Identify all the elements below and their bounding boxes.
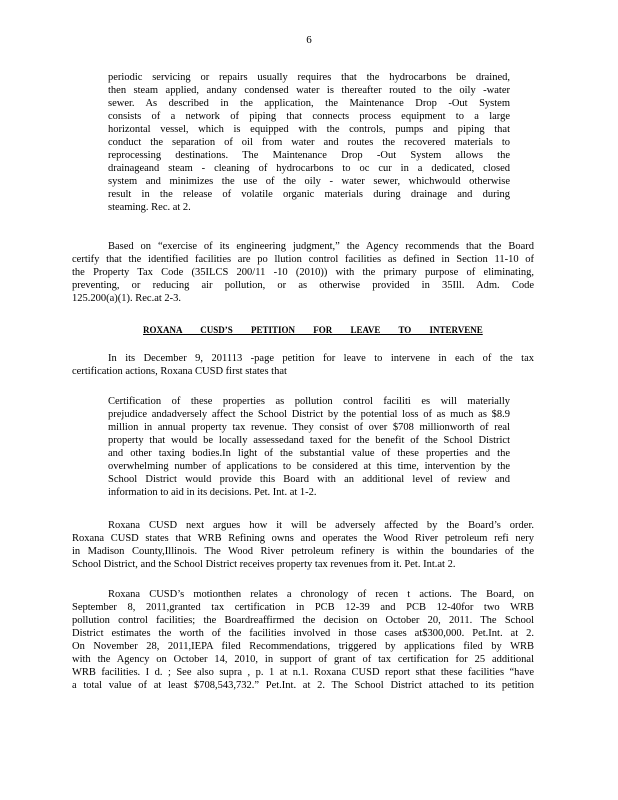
quote-line: overwhelming number of applications to be considered at this time, intervention by the xyxy=(108,461,510,472)
paragraph-line: pollution control facilities; the Boardreaffirmed the decision on October 20, 2011. The School xyxy=(72,615,534,626)
quote-line: School District would provide this Board with an additional level of review and xyxy=(108,474,510,485)
paragraph-line: 125.200(a)(1). Rec.at 2-3. xyxy=(72,293,182,304)
quote-line: system and minimizes the use of the oily - water sewer, whichwould otherwise xyxy=(108,176,510,187)
quote-line: consists of a network of piping that connects process equipment to a large xyxy=(108,111,510,122)
quote-line: result in the release of volatile organic materials during drainage and during xyxy=(108,189,510,200)
section-heading: ROXANA CUSD’S PETITION FOR LEAVE TO INTERVENE xyxy=(143,325,483,335)
quote-line: sewer. As described in the application, the Maintenance Drop -Out System xyxy=(108,98,510,109)
paragraph-line: School District, and the School District receives property tax revenues from it. Pet. Int.at 2. xyxy=(72,559,456,570)
quote-line: information to aid in its decisions. Pet. Int. at 1-2. xyxy=(108,487,317,498)
paragraph-line: the Property Tax Code (35ILCS 200/11 -10 (2010)) with the primary purpose of eliminating, xyxy=(72,267,534,278)
paragraph-line: WRB facilities. I d. ; See also supra , p. 1 at n.1. Roxana CUSD report sthat these facilities “have xyxy=(72,667,534,678)
page-number: 6 xyxy=(306,34,312,46)
paragraph-line: Based on “exercise of its engineering judgment,” the Agency recommends that the Board xyxy=(108,241,534,252)
paragraph-line: preventing, or reducing air pollution, or as otherwise provided in 35Ill. Adm. Code xyxy=(72,280,534,291)
quote-line: periodic servicing or repairs usually requires that the hydrocarbons be drained, xyxy=(108,72,510,83)
quote-line: steaming. Rec. at 2. xyxy=(108,202,191,213)
quote-line: reprocessing destinations. The Maintenance Drop -Out System allows the xyxy=(108,150,510,161)
quote-line: horizontal vessel, which is equipped with the controls, pumps and piping that xyxy=(108,124,510,135)
quote-line: drainageand steam - cleaning of hydrocarbons to oc cur in a dedicated, closed xyxy=(108,163,510,174)
quote-line: conduct the separation of oil from water and routes the recovered materials to xyxy=(108,137,510,148)
quote-block-maintenance xyxy=(108,71,510,214)
paragraph-petition xyxy=(72,352,534,378)
paragraph-line: certification actions, Roxana CUSD first states that xyxy=(72,366,287,377)
quote-line: and other taxing bodies.In light of the substantial value of these properties and the xyxy=(108,448,510,459)
quote-line: property that would be locally assessedand taxed for the benefit of the School District xyxy=(108,435,510,446)
paragraph-chronology xyxy=(72,588,534,692)
paragraph-line: On November 28, 2011,IEPA filed Recommendations, triggered by applications filed by WRB xyxy=(72,641,534,652)
paragraph-line: Roxana CUSD states that WRB Refining owns and operates the Wood River petroleum refi nery xyxy=(72,533,534,544)
paragraph-line: September 8, 2011,granted tax certification in PCB 12-39 and PCB 12-40for two WRB xyxy=(72,602,534,613)
paragraph-line: In its December 9, 201113 -page petition for leave to intervene in each of the tax xyxy=(108,353,534,364)
quote-line: prejudice andadversely affect the School District by the potential loss of as much as $8.9 xyxy=(108,409,510,420)
paragraph-line: Roxana CUSD’s motionthen relates a chronology of recen t actions. The Board, on xyxy=(108,589,534,600)
paragraph-agency-recommendation xyxy=(72,240,534,305)
paragraph-line: District estimates the worth of the facilities involved in those cases at$300,000. Pet.Int. at 2. xyxy=(72,628,534,639)
paragraph-line: certify that the identified facilities are po llution control facilities as defined in Section 11-10 of xyxy=(72,254,534,265)
quote-line: million in annual property tax revenue. They consist of over $708 millionworth of real xyxy=(108,422,510,433)
paragraph-line: a total value of at least $708,543,732.” Pet.Int. at 2. The School District attached to its petition xyxy=(72,680,534,691)
quote-line: Certification of these properties as pollution control faciliti es will materially xyxy=(108,396,510,407)
quote-block-certification xyxy=(108,395,510,499)
paragraph-line: with the Agency on October 14, 2010, in support of grant of tax certification for 25 additional xyxy=(72,654,534,665)
quote-line: then steam applied, andany condensed water is thereafter routed to the oily -water xyxy=(108,85,510,96)
paragraph-line: in Madison County,Illinois. The Wood River petroleum refinery is within the boundaries of the xyxy=(72,546,534,557)
paragraph-line: Roxana CUSD next argues how it will be adversely affected by the Board’s order. xyxy=(108,520,534,531)
paragraph-adversely-affected xyxy=(72,519,534,571)
